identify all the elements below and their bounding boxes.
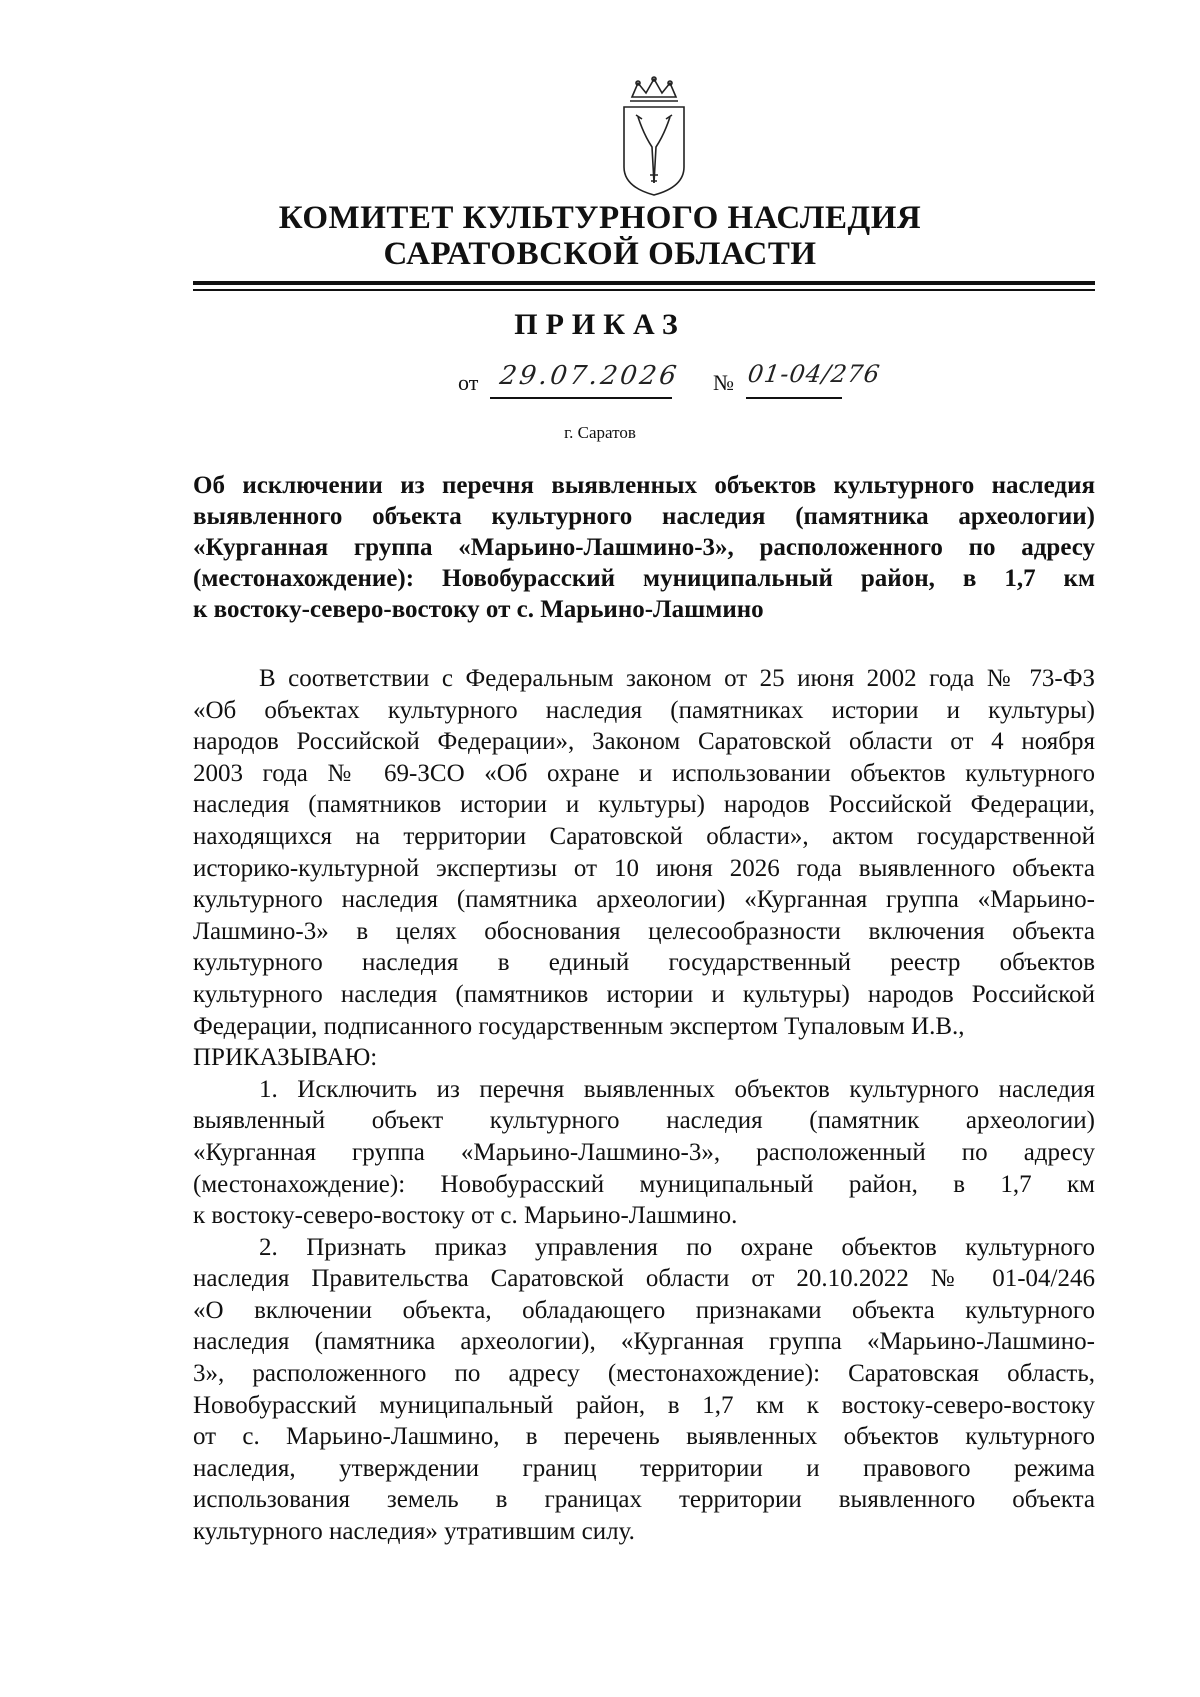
handwritten-number: 01-04/276 — [746, 360, 883, 388]
city-label: г. Саратов — [564, 423, 636, 442]
date-prefix: от — [458, 370, 479, 395]
body-line: использования земель в границах территории выявленного объекта — [193, 1486, 1095, 1514]
body-line: выявленный объект культурного наследия (памятник археологии) — [193, 1107, 1095, 1135]
body-line: 2. Признать приказ управления по охране объектов культурного — [259, 1233, 1095, 1261]
coat-of-arms-emblem — [618, 75, 690, 200]
document-title — [193, 470, 1095, 625]
body-line: наследия (памятника археологии), «Курганная группа «Марьино-Лашмино- — [193, 1328, 1095, 1356]
order-item-2 — [193, 1232, 1095, 1548]
organization-name-line2: САРАТОВСКОЙ ОБЛАСТИ — [383, 236, 817, 272]
body-line: наследия, утверждении границ территории и правового режима — [193, 1454, 1095, 1482]
body-line: Новобурасский муниципальный район, в 1,7 км к востоку-северо-востоку — [193, 1391, 1095, 1419]
organization-name-line1: КОМИТЕТ КУЛЬТУРНОГО НАСЛЕДИЯ — [278, 200, 922, 236]
body-line: народов Российской Федерации», Законом Саратовской области от 4 ноября — [193, 728, 1095, 756]
body-line: историко-культурной экспертизы от 10 июня 2026 года выявленного объекта — [193, 854, 1095, 882]
order-keyword: ПРИКАЗЫВАЮ: — [193, 1044, 378, 1072]
preamble-paragraph — [193, 663, 1095, 1074]
handwritten-date: 29.07.2026 — [497, 361, 681, 391]
body-line: 1. Исключить из перечня выявленных объектов культурного наследия — [259, 1075, 1095, 1103]
body-line: (местонахождение): Новобурасский муниципальный район, в 1,7 км — [193, 1170, 1095, 1198]
document-type: ПРИКАЗ — [514, 308, 686, 341]
body-line: культурного наследия» утратившим силу. — [193, 1518, 635, 1546]
body-line: 2003 года № 69-ЗСО «Об охране и использовании объектов культурного — [193, 759, 1095, 787]
title-line: к востоку-северо-востоку от с. Марьино-Лашмино — [193, 596, 764, 623]
body-line: культурного наследия в единый государственный реестр объектов — [193, 949, 1095, 977]
order-item-1 — [193, 1074, 1095, 1232]
header-divider-thick — [193, 281, 1095, 285]
body-line: «О включении объекта, обладающего признаками объекта культурного — [193, 1296, 1095, 1324]
body-line: наследия (памятников истории и культуры) народов Российской Федерации, — [193, 791, 1095, 819]
body-line: к востоку-северо-востоку от с. Марьино-Лашмино. — [193, 1202, 738, 1230]
date-underline — [490, 397, 672, 399]
title-line: (местонахождение): Новобурасский муниципальный район, в 1,7 км — [193, 565, 1095, 592]
body-line: «Курганная группа «Марьино-Лашмино-3», расположенный по адресу — [193, 1138, 1095, 1166]
title-line: «Курганная группа «Марьино-Лашмино-3», расположенного по адресу — [193, 534, 1095, 561]
body-line: культурного наследия (памятника археологии) «Курганная группа «Марьино- — [193, 886, 1095, 914]
body-line: от с. Марьино-Лашмино, в перечень выявленных объектов культурного — [193, 1423, 1095, 1451]
number-prefix: № — [713, 370, 734, 395]
body-line: наследия Правительства Саратовской области от 20.10.2022 № 01-04/246 — [193, 1265, 1095, 1293]
body-line: «Об объектах культурного наследия (памятниках истории и культуры) — [193, 696, 1095, 724]
document-body — [193, 663, 1095, 1548]
header-divider-thin — [193, 289, 1095, 291]
number-underline — [746, 397, 842, 399]
title-line: Об исключении из перечня выявленных объектов культурного наследия — [193, 472, 1095, 499]
body-line: В соответствии с Федеральным законом от 25 июня 2002 года № 73-ФЗ — [259, 665, 1095, 692]
body-line: Федерации, подписанного государственным экспертом Тупаловым И.В., — [193, 1012, 965, 1040]
title-line: выявленного объекта культурного наследия (памятника археологии) — [193, 503, 1095, 530]
body-line: Лашмино-3» в целях обоснования целесообразности включения объекта — [193, 917, 1095, 945]
body-line: находящихся на территории Саратовской области», актом государственной — [193, 822, 1095, 850]
body-line: 3», расположенного по адресу (местонахождение): Саратовская область, — [193, 1360, 1095, 1388]
body-line: культурного наследия (памятников истории и культуры) народов Российской — [193, 980, 1095, 1008]
